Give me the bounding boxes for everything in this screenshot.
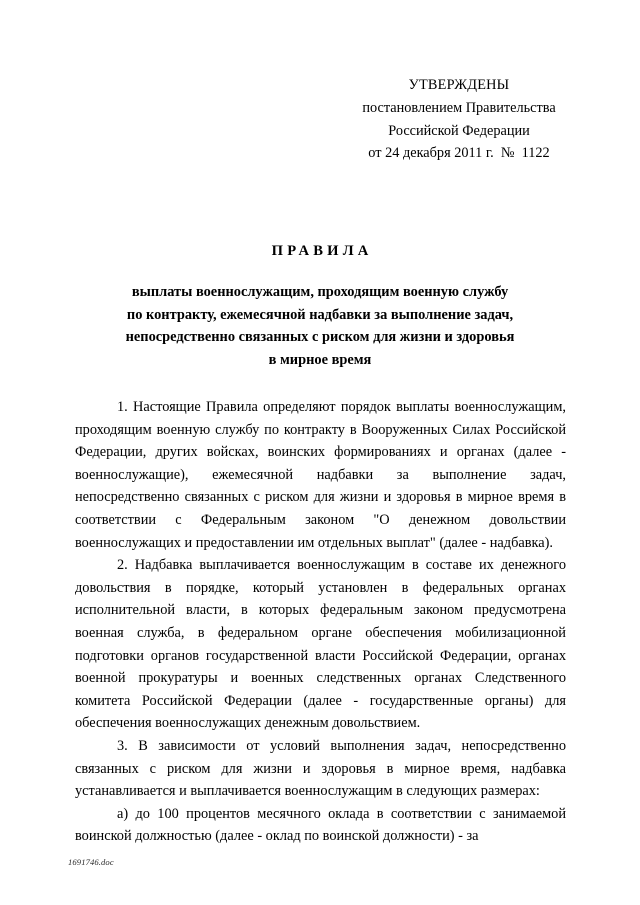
approval-line-federation: Российской Федерации: [388, 122, 530, 139]
subtitle-line-2: по контракту, ежемесячной надбавки за выполнение задач,: [126, 306, 514, 323]
document-body: [75, 396, 566, 848]
footer-filename: 1691746.doc: [68, 857, 114, 867]
subtitle-line-3: непосредственно связанных с риском для жизни и здоровья: [125, 329, 515, 346]
body-paragraph-3: 3. В зависимости от условий выполнения задач, непосредственно связанных с риском для жизни и здоровья в мирное время, надбавка устанавливается и выплачивается военнослужащим в следующих размерах:: [75, 737, 566, 800]
body-paragraph-1: 1. Настоящие Правила определяют порядок выплаты военнослужащим, проходящим военную службу по контракту в Вооруженных Силах Российской Федерации, других войсках, воинских формированиях и органах (далее - военнослужащие), ежемесячной надбавки за выполнение задач, непосредственно связанных с риском для жизни и здоровья в мирное время в соответствии с Федеральным законом "О денежном довольствии военнослужащих и предоставлении им отдельных выплат" (далее - надбавка).: [75, 399, 566, 551]
body-paragraph-2: 2. Надбавка выплачивается военнослужащим в составе их денежного довольствия в порядке, который установлен в федеральных органах исполнительной власти, в которых федеральным законом предусмотрена военная служба, в федеральном органе обеспечения мобилизационной подготовки органов государственной власти Российской Федерации, органах военной прокуратуры и военных следственных органах Следственного комитета Российской Федерации (далее - государственные органы) для обеспечения военнослужащих денежным довольствием.: [75, 557, 566, 732]
approval-header: [330, 74, 588, 165]
subtitle-line-1: выплаты военнослужащим, проходящим военную службу: [131, 284, 509, 300]
body-paragraph-4: а) до 100 процентов месячного оклада в соответствии с занимаемой воинской должностью (далее - оклад по воинской должности) - за: [75, 805, 566, 845]
document-subtitle: [70, 281, 570, 371]
approval-line-date-number: от 24 декабря 2011 г. № 1122: [368, 145, 550, 162]
page-title: ПРАВИЛА: [271, 243, 373, 259]
approval-line-approved: УТВЕРЖДЕНЫ: [408, 77, 510, 93]
subtitle-line-4: в мирное время: [268, 351, 372, 368]
approval-line-decree: постановлением Правительства: [362, 99, 556, 116]
